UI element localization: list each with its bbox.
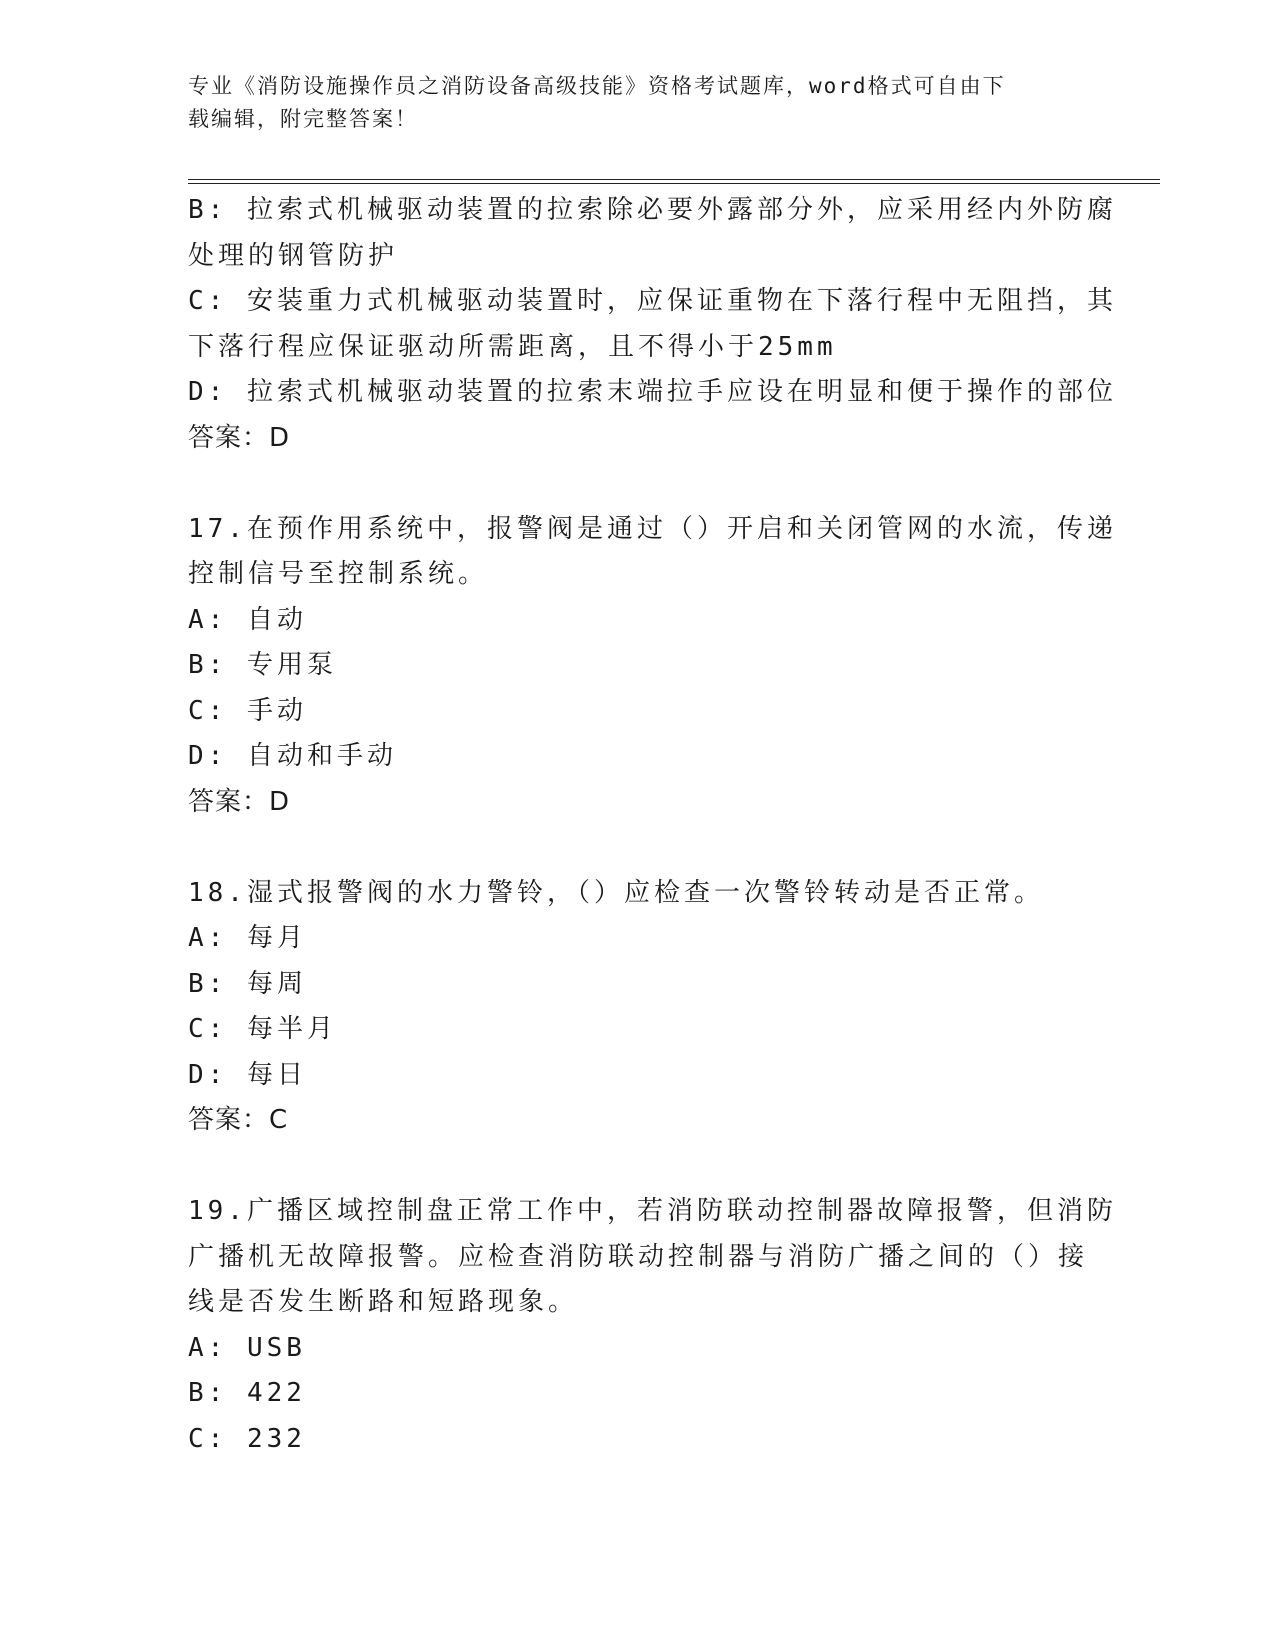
q16-option-b-line-1: B: 拉索式机械驱动装置的拉索除必要外露部分外，应采用经内外防腐 (188, 195, 1117, 225)
q18-option-c: C: 每半月 (188, 1014, 337, 1044)
question-18 (188, 871, 1088, 1144)
q19-stem-line-1: 19.广播区域控制盘正常工作中，若消防联动控制器故障报警，但消防 (188, 1196, 1117, 1226)
q19-option-b: B: 422 (188, 1378, 306, 1408)
q16-option-d: D: 拉索式机械驱动装置的拉索末端拉手应设在明显和便于操作的部位 (188, 377, 1117, 407)
q16-option-b-line-2: 处理的钢管防护 (188, 240, 399, 271)
q18-option-a: A: 每月 (188, 923, 307, 953)
q18-stem-line-1: 18.湿式报警阀的水力警铃，（）应检查一次警铃转动是否正常。 (188, 877, 1044, 908)
q18-answer: 答案：C (188, 1105, 289, 1135)
q16-option-c-line-1: C: 安装重力式机械驱动装置时，应保证重物在下落行程中无阻挡，其 (188, 286, 1117, 316)
q17-stem-line-1: 17.在预作用系统中，报警阀是通过（）开启和关闭管网的水流，传递 (188, 513, 1117, 544)
q17-option-d: D: 自动和手动 (188, 741, 397, 771)
q19-stem-line-3: 线是否发生断路和短路现象。 (188, 1287, 579, 1317)
q19-option-c: C: 232 (188, 1423, 306, 1454)
q16-option-c-line-2: 下落行程应保证驱动所需距离，且不得小于25mm (188, 331, 837, 362)
q17-answer: 答案：D (188, 786, 291, 817)
q17-option-a: A: 自动 (188, 604, 307, 635)
question-spacer (188, 1144, 1088, 1190)
header-line-1: 专业《消防设施操作员之消防设备高级技能》资格考试题库，word格式可自由下 (188, 74, 1006, 98)
question-spacer (188, 825, 1088, 871)
question-17 (188, 507, 1117, 826)
question-spacer (188, 461, 1088, 507)
question-16-continued (188, 188, 1117, 461)
page-header (188, 70, 1068, 136)
q17-stem-line-2: 控制信号至控制系统。 (188, 559, 489, 589)
q16-answer: 答案：D (188, 422, 291, 453)
q19-option-a: A: USB (188, 1332, 306, 1363)
header-divider-bottom (188, 183, 1160, 184)
q17-option-b: B: 专用泵 (188, 650, 337, 680)
q18-option-d: D: 每日 (188, 1059, 307, 1090)
q19-stem-line-2: 广播机无故障报警。应检查消防联动控制器与消防广播之间的（）接 (188, 1241, 1089, 1272)
header-divider-top (188, 179, 1160, 180)
question-content (188, 188, 1117, 1462)
question-19 (188, 1189, 1117, 1462)
q17-option-c: C: 手动 (188, 695, 307, 726)
header-line-2: 载编辑，附完整答案！ (188, 107, 418, 131)
q18-option-b: B: 每周 (188, 968, 307, 999)
